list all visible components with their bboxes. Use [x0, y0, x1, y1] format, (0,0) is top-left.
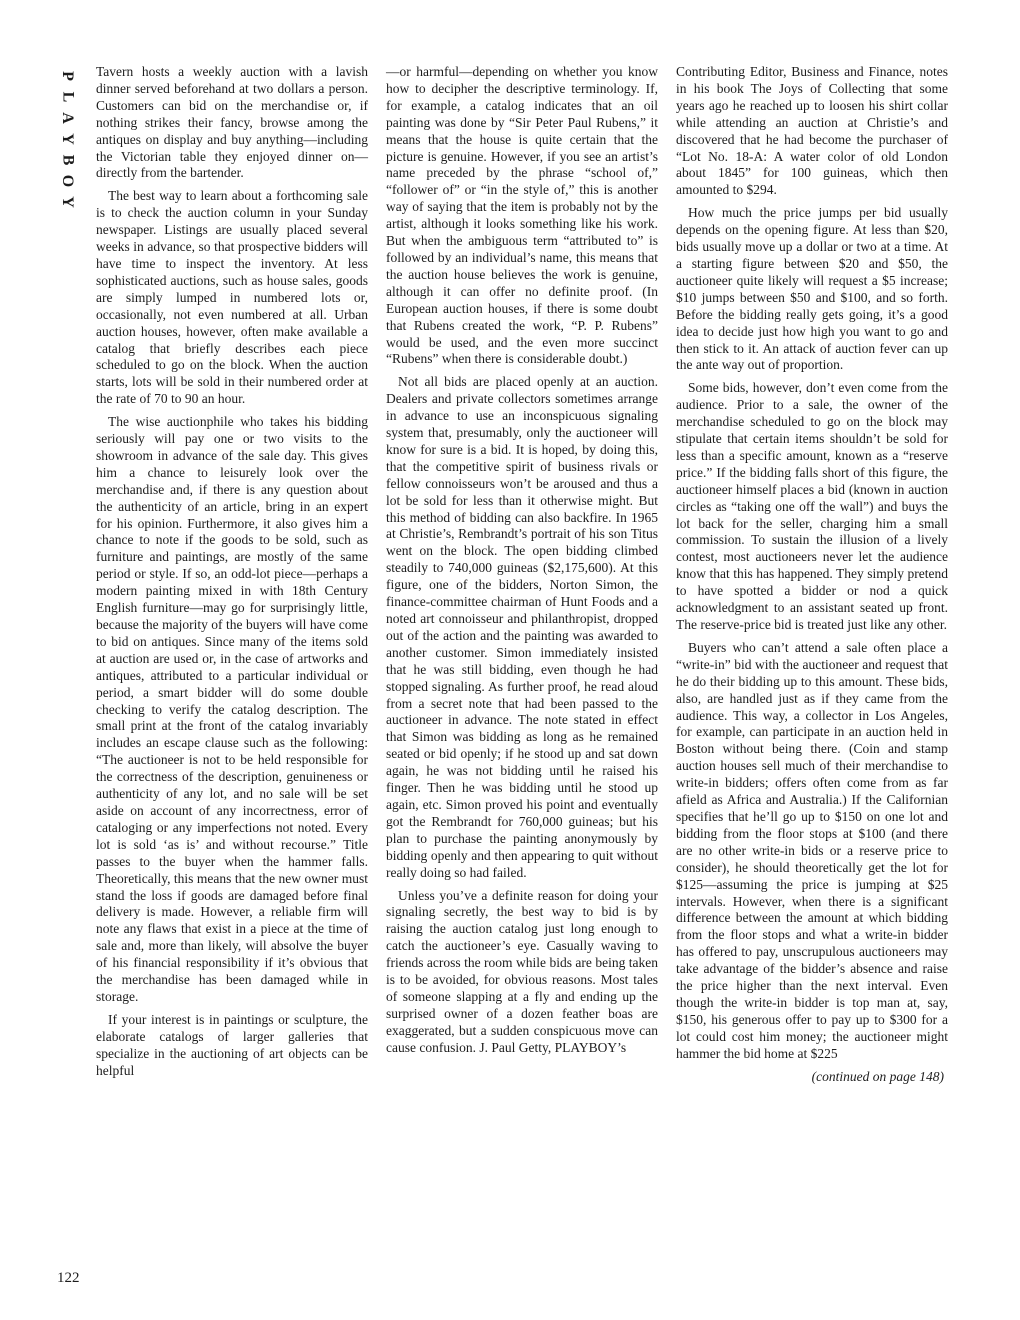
masthead-letter: O [58, 174, 76, 188]
paragraph: Buyers who can’t attend a sale often place a “write-in” bid with the auctioneer and request that he do their bidding up to this amount. These bids, also, are handled just as if they came from the audience. This way, a collector in Los Angeles, for example, can participate in an auction held in Boston without being there. (Coin and stamp auction houses sell much of their merchandise to write-in bidders; offers often come from as far afield as Africa and Australia.) If the Californian specifies that he’ll go up to $150 on one lot and bidding from the floor stops at $100 (and there are no other write-in bids or a reserve price to consider), he should theoretically get the lot for $125—assuming the price is jumping at $25 intervals. However, when there is a significant difference between the amount at which bidding from the floor stops and what a write-in bidder has offered to pay, unscrupulous auctioneers may take advantage of the bidder’s absence and raise the price higher than the next interval. Even though the write-in bidder is top man at, say, $150, his generous offer to pay up to $300 for a lot could cost him money; the auctioneer might hammer the bid home at $225 [676, 639, 948, 1061]
continued-note: (continued on page 148) [811, 1068, 944, 1084]
text-column-2 [386, 64, 658, 1063]
masthead [56, 66, 78, 212]
text-column-3 [676, 64, 948, 1091]
masthead-letter: Y [59, 133, 76, 145]
paragraph: If your interest is in paintings or sculpture, the elaborate catalogs of larger galleries that specialize in the auctioning of art objects can be helpful [96, 1011, 368, 1078]
paragraph: The wise auctionphile who takes his bidding seriously will pay one or two visits to the showroom in advance of the sale day. This gives him a chance to leisurely look over the merchandise and, if there is any question about the authenticity of an article, bring in an expert for his opinion. Furthermore, it also gives him a chance to note if the goods to be sold, such as furniture and paintings, are mostly of the same period or style. If so, an odd-lot piece—perhaps a modern painting mixed in with 18th Century English furniture—may go for surprisingly little, because the majority of the buyers will have come to bid on antiques. Since many of the items sold at auction are used or, in the case of artworks and antiques, attributed to a particular individual or period, a smart bidder will do some double checking to verify the catalog description. The small print at the front of the catalog invariably includes an escape clause such as the following: “The auctioneer is not to be held responsible for the correctness of the description, genuineness or authenticity of any lot, and no sale will be set aside on account of any incorrectness, error of cataloging or any imperfections not noted. Every lot is sold ‘as is’ and without recourse.” Title passes to the buyer when the hammer falls. Theoretically, this means that the new owner must stand the loss if goods are damaged before final delivery is made. However, a reliable firm will note any flaws that exist in a piece at the time of sale and, more than likely, will absolve the buyer of his financial responsibility if it’s obvious that the merchandise has been damaged while in storage. [96, 414, 368, 1004]
paragraph: Not all bids are placed openly at an auction. Dealers and private collectors sometimes arrange in advance to use an inconspicuous signaling system that, presumably, only the auctioneer will know for sure is a bid. It is hoped, by doing this, that the competitive spirit of business rivals or fellow connoisseurs won’t be aroused and thus a lot be sold for less than it otherwise might. But this method of bidding can also backfire. In 1965 at Christie’s, Rembrandt’s portrait of his son Titus went on the block. The open bidding climbed steadily to 740,000 guineas ($2,175,600). At this figure, one of the bidders, Norton Simon, the finance-committee chairman of Hunt Foods and a noted art connoisseur and philanthropist, dropped out of the action and the painting was awarded to another customer. Simon immediately insisted that he was still bidding, even though he had stopped signaling. As further proof, he read aloud from a secret note that had been passed to the auctioneer in advance. The note stated in effect that Simon was bidding as long as he remained seated or bid openly; if he stood up and sat down again, he was not bidding until he raised his finger. Then he was bidding until he stood up again, etc. Simon proved his point and eventually got the Rembrandt for 760,000 guineas; but his plan to purchase the painting anonymously by bidding openly and then appearing to quit without really doing so had failed. [386, 374, 658, 880]
paragraph: Some bids, however, don’t even come from the audience. Prior to a sale, the owner of the merchandise scheduled to go on the block may stipulate that certain items shouldn’t be sold for less than a specific amount, known as a “reserve price.” If the bidding falls short of this figure, the auctioneer himself places a bid (known in auction circles as “taking one off the wall”) and buys the lot back for the seller, charging him a small commission. To sustain the illusion of a lively contest, most auctioneers never let the audience know that this has happened. They simply pretend to have spotted a bidder or nod a quick acknowledgment to an assistant seated up front. The reserve-price bid is treated just like any other. [676, 380, 948, 632]
masthead-letter: A [59, 112, 76, 124]
paragraph: Tavern hosts a weekly auction with a lavish dinner served beforehand at two dollars a person. Customers can bid on the merchandise or, if nothing strikes their fancy, browse among the antiques on display and buy anything—including the Victorian table they enjoyed dinner on—directly from the bartender. [96, 64, 368, 181]
page-number: 122 [57, 1270, 80, 1286]
masthead-letter: Y [59, 196, 76, 208]
masthead-letter: L [58, 91, 76, 103]
masthead-letter: P [59, 71, 76, 81]
paragraph: Contributing Editor, Business and Finance, notes in his book The Joys of Collecting that some years ago he reached up to loosen his shirt collar while attending an auction at Christie’s and discovered that he had become the purchaser of “Lot No. 18-A: A water color of old London about 1845” for 100 guineas, which then amounted to $294. [676, 64, 948, 198]
masthead-letter: B [58, 154, 76, 166]
paragraph: Unless you’ve a definite reason for doing your signaling secretly, the best way to bid is by raising the auction catalog just long enough to catch the auctioneer’s eye. Casually waving to friends across the room while bids are being taken is to be avoided, for obvious reasons. Most tales of someone slapping at a fly and ending up the surprised owner of a dozen feather boas are exaggerated, but a sudden conspicuous move can cause confusion. J. Paul Getty, PLAYBOY’s [386, 887, 658, 1055]
text-column-1 [96, 64, 368, 1085]
paragraph: —or harmful—depending on whether you know how to decipher the descriptive terminology. If, for example, a catalog indicates that an oil painting was done by “Sir Peter Paul Rubens,” it means that the house is quite certain that the picture is genuine. However, if you see an artist’s name preceded by the phrase “school of,” “follower of” or “in the style of,” this is another way of saying that the item is probably not by the artist, although it looks something like his work. But when the ambiguous term “attributed to” is followed by an individual’s name, this means that the auction house believes the work is genuine, although it can offer no definite proof. (In European auction houses, if there is some doubt that Rubens created the work, “P. P. Rubens” would be used, and the even more succinct “Rubens” when there is considerable doubt.) [386, 64, 658, 367]
paragraph: How much the price jumps per bid usually depends on the opening figure. At less than $20, bids usually move up a dollar or two at a time. At a starting figure between $20 and $50, the auctioneer quite likely will request a $5 increase; $10 jumps between $50 and $100, and so forth. Before the bidding really gets going, it’s a good idea to decide just how high you want to go and then stick to it. An attack of auction fever can up the ante way out of proportion. [676, 205, 948, 373]
paragraph: The best way to learn about a forthcoming sale is to check the auction column in your Sunday newspaper. Listings are usually placed several weeks in advance, so that prospective bidders will have time to inspect the inventory. At less sophisticated auctions, such as house sales, goods are simply lumped in numbered lots or, occasionally, not even numbered at all. Urban auction houses, however, often make available a catalog that briefly describes each piece scheduled to go on the block. When the auction starts, lots will be sold in their numbered order at the rate of 70 to 90 an hour. [96, 188, 368, 407]
